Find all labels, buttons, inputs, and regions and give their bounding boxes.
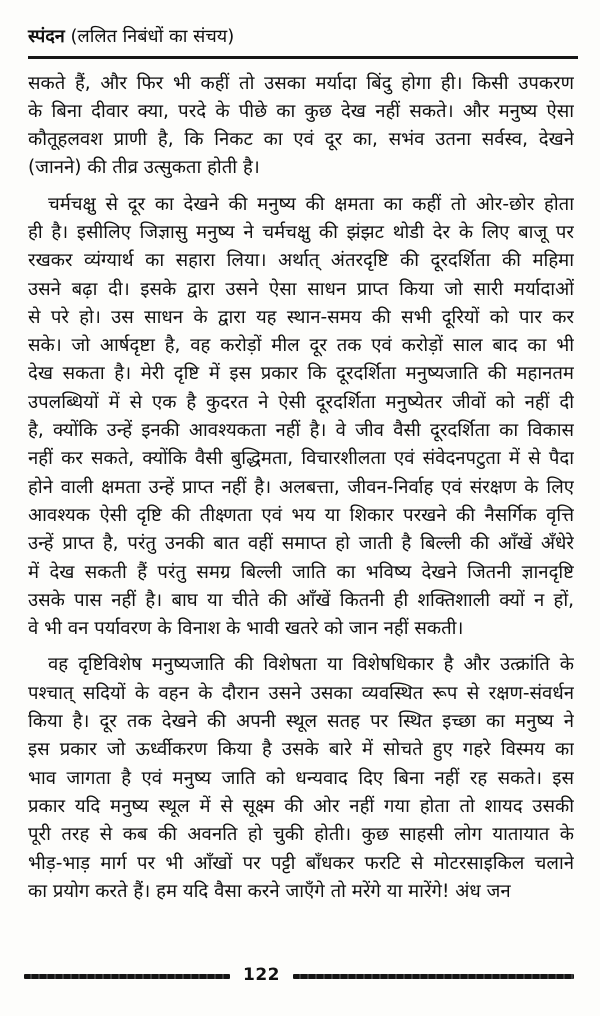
text-line: किया है। दूर तक देखने की अपनी स्थूल सतह पर स्थित इच्छा का मनुष्य ने	[28, 711, 574, 733]
text-line: आवश्यक ऐसी दृष्टि की तीक्ष्णता एवं भय या शिकार परखने की नैसर्गिक वृत्ति	[28, 504, 574, 526]
text-line: उपलब्धियों में से एक है कुदरत ने ऐसी दूरदर्शिता मनुष्येतर जीवों को नहीं दी	[28, 391, 574, 413]
text-line: का प्रयोग करते हैं। हम यदि वैसा करने जाएँगे तो मरेंगे या मारेंगे! अंध जन	[28, 880, 511, 902]
text-line: वह दृष्टिविशेष मनुष्यजाति की विशेषता या विशेषधिकार है और उत्क्रांति के	[48, 654, 574, 676]
text-line: में देख सकती हैं परंतु समग्र बिल्ली जाति का भविष्य देखने जितनी ज्ञानदृष्टि	[28, 561, 574, 583]
text-line: पूरी तरह से कब की अवनति हो चुकी होती। कुछ साहसी लोग यातायात के	[28, 824, 574, 846]
page-number: 122	[243, 965, 280, 985]
text-line: सकते हैं, और फिर भी कहीं तो उसका मर्यादा बिंदु होगा ही। किसी उपकरण	[28, 72, 574, 94]
text-line: भाव जागता है एवं मनुष्य जाति को धन्यवाद दिए बिना नहीं रह सकते। इस	[28, 767, 574, 789]
text-line: उन्हें प्राप्त है, परंतु उनकी बात वहीं समाप्त हो जाती है बिल्ली की आँखें अँधेरे	[28, 533, 574, 555]
text-line: है, क्योंकि उन्हें इनकी आवश्यकता नहीं है। वे जीव वैसी दूरदर्शिता का विकास	[28, 420, 574, 442]
text-line: उसने बढ़ा दी। इसके द्वारा उसने ऐसा साधन प्राप्त किया जो सारी मर्यादाओं	[28, 278, 574, 300]
text-line: वे भी वन पर्यावरण के विनाश के भावी खतरे को जान नहीं सकती।	[28, 618, 464, 640]
text-line: सके। जो आर्षदृष्टा है, वह करोड़ों मील दूर तक एवं करोड़ों साल बाद का भी	[28, 335, 574, 357]
body-text	[0, 59, 600, 907]
text-line: के बिना दीवार क्या, परदे के पीछे का कुछ देख नहीं सकते। और मनुष्य ऐसा	[28, 100, 574, 122]
text-line: होने वाली क्षमता उन्हें प्राप्त नहीं है। अलबत्ता, जीवन-निर्वाह एवं संरक्षण के लिए	[28, 476, 574, 498]
text-line: (जानने) की तीव्र उत्सुकता होती है।	[28, 157, 260, 179]
text-line: चर्मचक्षु से दूर का देखने की मनुष्य की क्षमता का कहीं तो ओर-छोर होता	[48, 193, 574, 215]
text-line: रखकर व्यंग्यार्थ का सहारा लिया। अर्थात् अंतरदृष्टि की दूरदर्शिता की महिमा	[28, 250, 574, 272]
text-line: पश्चात् सदियों के वहन के दौरान उसने उसका व्यवस्थित रूप से रक्षण-संवर्धन	[28, 682, 574, 704]
paragraph	[28, 651, 574, 906]
text-line: प्रकार यदि मनुष्य स्थूल में से सूक्ष्म की ओर नहीं गया होता तो शायद उसकी	[28, 795, 574, 817]
page-footer	[24, 966, 574, 986]
text-line: भीड़-भाड़ मार्ग पर भी आँखों पर पट्टी बाँधकर फरटि से मोटरसाइकिल चलाने	[28, 852, 574, 874]
text-line: उसके पास नहीं है। बाघ या चीते की आँखें कितनी ही शक्तिशाली क्यों न हों,	[28, 589, 574, 611]
book-subtitle: (ललित निबंधों का संचय)	[70, 26, 235, 47]
text-line: ही है। इसीलिए जिज्ञासु मनुष्य ने चर्मचक्षु की झंझट थोडी देर के लिए बाजू पर	[28, 221, 574, 243]
paragraph	[28, 70, 574, 183]
paragraph	[28, 191, 574, 644]
book-title: स्पंदन	[28, 26, 65, 47]
page-header	[0, 0, 600, 49]
text-line: से परे हो। उस साधन के द्वारा यह स्थान-समय की सभी दूरियों को पार कर	[28, 306, 574, 328]
text-line: इस प्रकार जो ऊर्ध्वीकरण किया है उसके बारे में सोचते हुए गहरे विस्मय का	[28, 739, 574, 761]
footer-rule-right	[293, 974, 574, 979]
text-line: कौतूहलवश प्राणी है, कि निकट का एवं दूर का, सभंव उतना सर्वस्व, देखने	[28, 129, 574, 151]
text-line: देख सकता है। मेरी दृष्टि में इस प्रकार कि दूरदर्शिता मनुष्यजाति की महानतम	[28, 363, 574, 385]
footer-rule-left	[24, 974, 230, 979]
text-line: नहीं कर सकते, क्योंकि वैसी बुद्धिमता, विचारशीलता एवं संवेदनपटुता में से पैदा	[28, 448, 574, 470]
